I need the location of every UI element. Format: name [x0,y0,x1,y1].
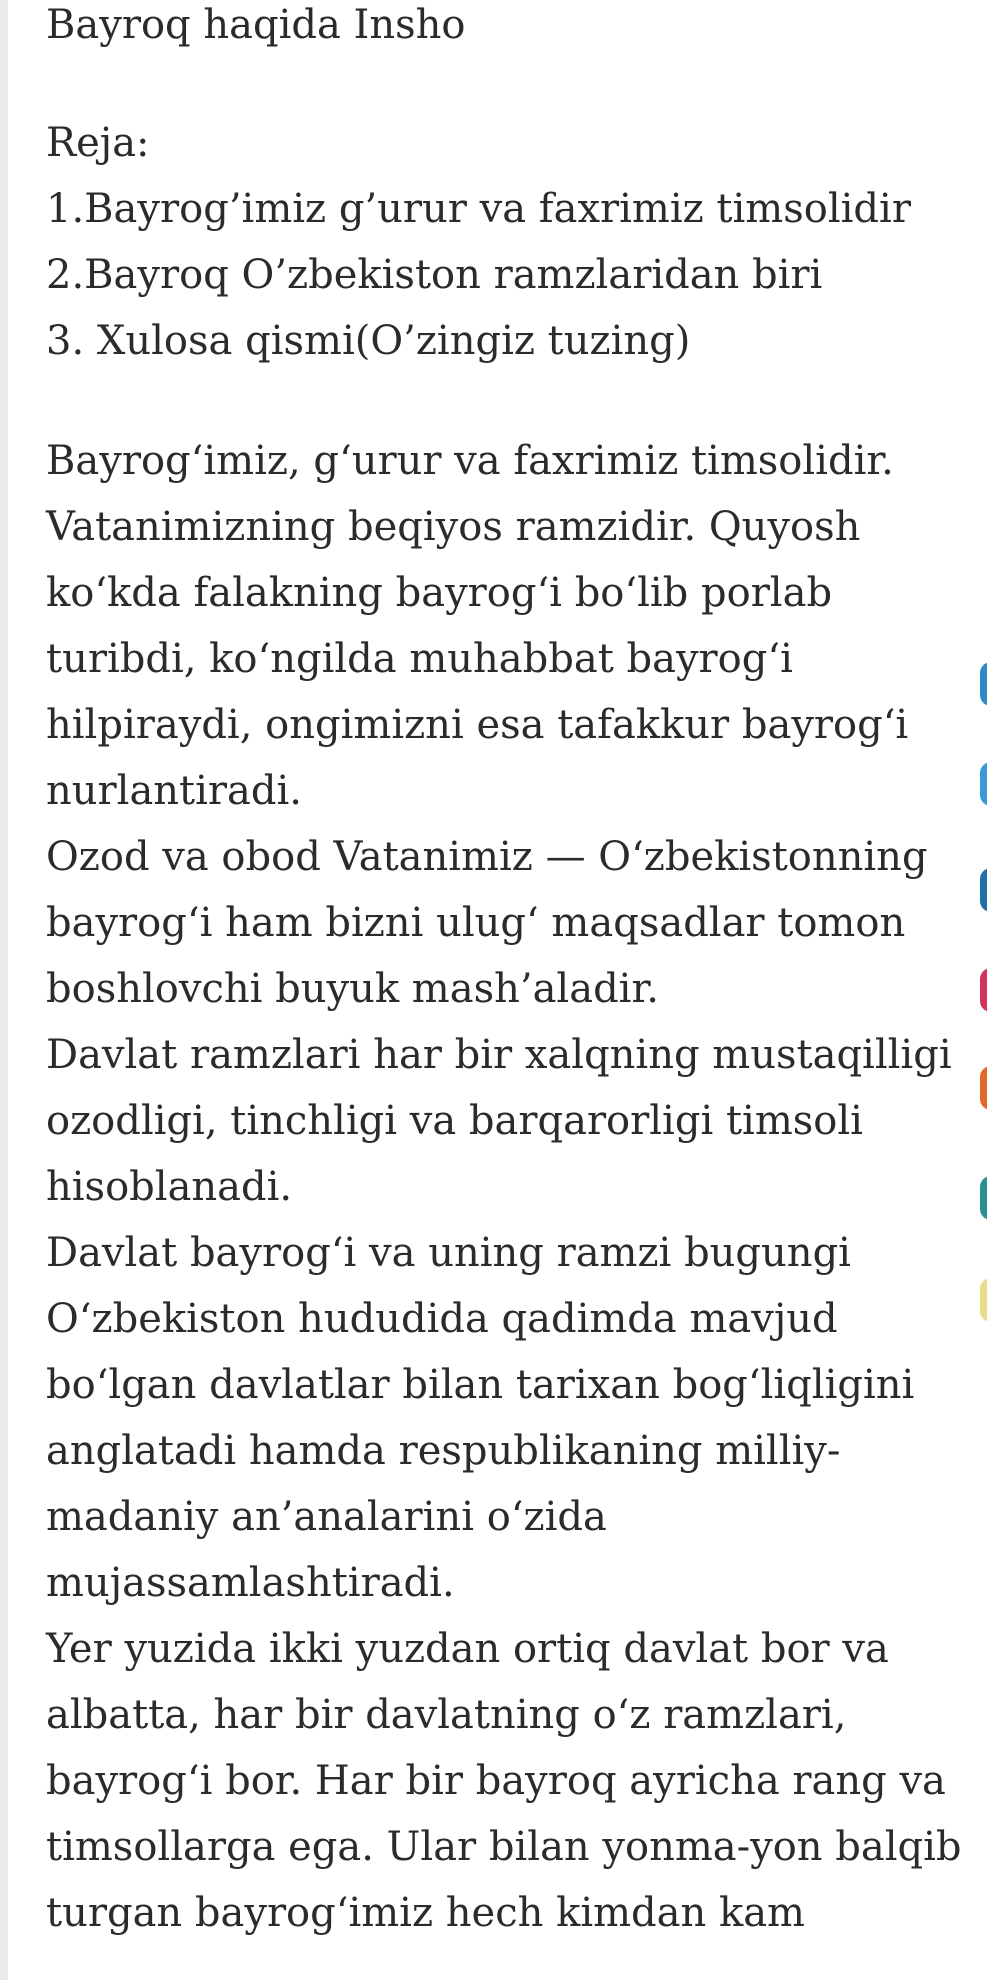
share-button-edge[interactable] [980,762,987,806]
body-line: turibdi, ko‘ngilda muhabbat bayrog‘i [46,636,793,682]
body-line: bo‘lgan davlatlar bilan tarixan bog‘liqligini [46,1362,915,1408]
body-line: O‘zbekiston hududida qadimda mavjud [46,1296,838,1342]
body-line: nurlantiradi. [46,768,302,814]
plan-item: 2.Bayroq O’zbekiston ramzlaridan biri [46,252,823,298]
body-line: Bayrog‘imiz, g‘urur va faxrimiz timsolidir. [46,438,894,484]
share-button-edge[interactable] [980,1176,987,1220]
essay-title: Bayroq haqida Insho [46,2,466,48]
body-line: albatta, har bir davlatning o‘z ramzlari, [46,1692,847,1738]
share-button-edge[interactable] [980,968,987,1012]
body-line: Yer yuzida ikki yuzdan ortiq davlat bor va [46,1626,889,1672]
body-line: boshlovchi buyuk mash’aladir. [46,966,659,1012]
body-line: turgan bayrog‘imiz hech kimdan kam [46,1890,805,1936]
plan-heading: Reja: [46,120,150,166]
share-button-edge[interactable] [980,662,987,706]
body-line: Davlat bayrog‘i va uning ramzi bugungi [46,1230,851,1276]
share-button-edge[interactable] [980,1278,987,1322]
share-button-edge[interactable] [980,868,987,912]
body-line: madaniy an’analarini o‘zida [46,1494,607,1540]
plan-item: 3. Xulosa qismi(O’zingiz tuzing) [46,318,691,364]
essay-body [46,428,962,1946]
body-line: bayrog‘i ham bizni ulug‘ maqsadlar tomon [46,900,906,946]
body-line: bayrog‘i bor. Har bir bayroq ayricha rang va [46,1758,946,1804]
body-line: timsollarga ega. Ular bilan yonma-yon balqib [46,1824,962,1870]
body-line: Ozod va obod Vatanimiz — O‘zbekistonning [46,834,928,880]
body-line: Vatanimizning beqiyos ramzidir. Quyosh [46,504,861,550]
body-line: mujassamlashtiradi. [46,1560,455,1606]
body-line: hisoblanadi. [46,1164,293,1210]
body-line: anglatadi hamda respublikaning milliy- [46,1428,841,1474]
share-button-edge[interactable] [980,1066,987,1110]
body-line: Davlat ramzlari har bir xalqning mustaqilligi [46,1032,952,1078]
body-line: hilpiraydi, ongimizni esa tafakkur bayrog‘i [46,702,909,748]
body-line: ko‘kda falakning bayrog‘i bo‘lib porlab [46,570,833,616]
left-edge-strip [0,0,8,1980]
body-line: ozodligi, tinchligi va barqarorligi timsoli [46,1098,863,1144]
plan-item: 1.Bayrog’imiz g’urur va faxrimiz timsolidir [46,186,911,232]
plan-section [46,110,911,374]
